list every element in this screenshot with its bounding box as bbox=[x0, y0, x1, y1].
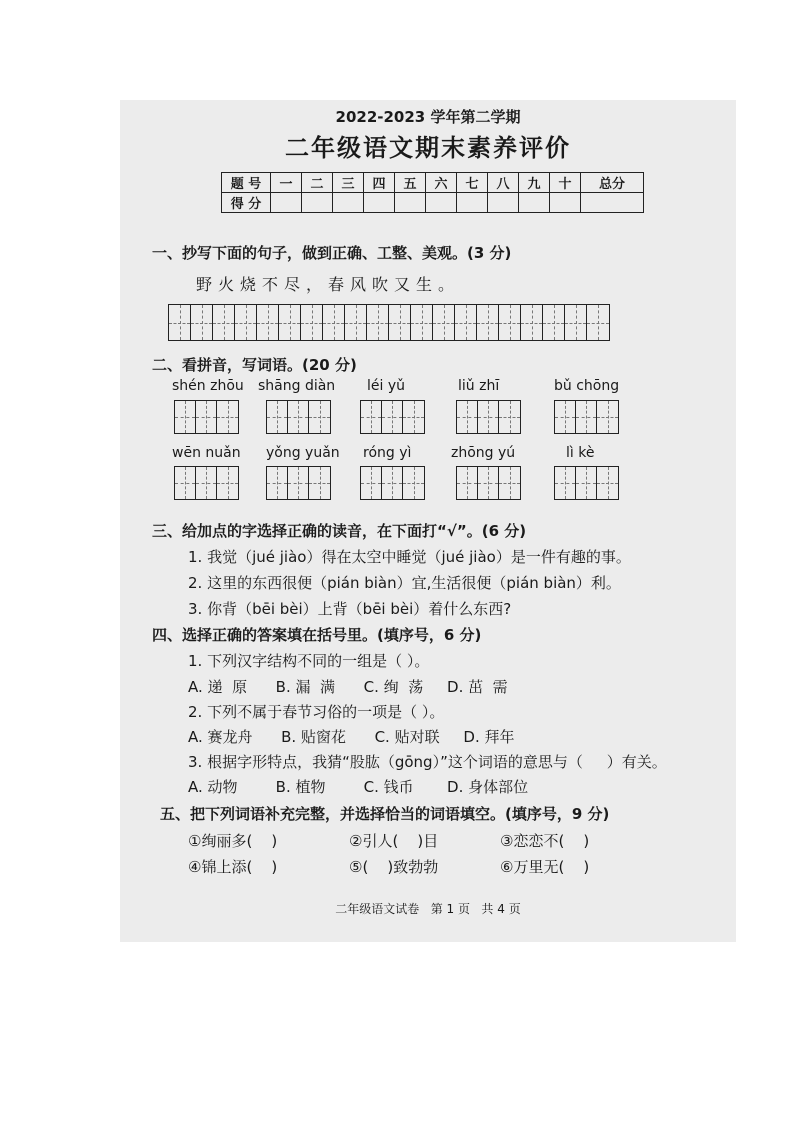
grid-cell bbox=[433, 305, 455, 340]
score-table-header-row bbox=[222, 173, 644, 193]
grid-cell bbox=[455, 305, 477, 340]
pinyin-label: liǔ zhī bbox=[458, 378, 500, 394]
q5-item: ②引人( )目 bbox=[349, 832, 439, 850]
answer-boxes bbox=[174, 400, 239, 434]
score-blank bbox=[302, 193, 333, 213]
answer-boxes bbox=[266, 466, 331, 500]
q3-heading: 三、给加点的字选择正确的读音，在下面打“√”。(6 分) bbox=[152, 522, 527, 540]
grid-cell bbox=[323, 305, 345, 340]
copy-grid bbox=[168, 304, 610, 341]
score-blank bbox=[426, 193, 457, 213]
q4-question: 1. 下列汉字结构不同的一组是（ ）。 bbox=[188, 652, 430, 670]
exam-title: 二年级语文期末素养评价 bbox=[285, 134, 571, 162]
answer-boxes bbox=[456, 400, 521, 434]
score-cell: 二 bbox=[302, 173, 333, 193]
score-blank bbox=[488, 193, 519, 213]
q1-verse: 野火烧不尽，春风吹又生。 bbox=[196, 275, 461, 294]
grid-cell bbox=[565, 305, 587, 340]
page-footer: 二年级语文试卷 第 1 页 共 4 页 bbox=[335, 902, 521, 916]
q5-item: ③恋恋不( ) bbox=[500, 832, 590, 850]
pinyin-label: bǔ chōng bbox=[554, 378, 620, 394]
grid-cell bbox=[191, 305, 213, 340]
score-cell: 三 bbox=[333, 173, 364, 193]
answer-boxes bbox=[266, 400, 331, 434]
q5-heading: 五、把下列词语补充完整，并选择恰当的词语填空。(填序号，9 分) bbox=[160, 805, 610, 823]
score-table-score-row bbox=[222, 193, 644, 213]
q5-item: ④锦上添( ) bbox=[188, 858, 278, 876]
exam-page bbox=[120, 100, 736, 942]
grid-cell bbox=[345, 305, 367, 340]
score-table bbox=[221, 172, 644, 213]
score-blank bbox=[519, 193, 550, 213]
grid-cell bbox=[169, 305, 191, 340]
pinyin-label: shāng diàn bbox=[258, 378, 336, 394]
q4-question: 2. 下列不属于春节习俗的一项是（ ）。 bbox=[188, 703, 445, 721]
score-row-label: 得 分 bbox=[222, 193, 271, 213]
score-cell: 八 bbox=[488, 173, 519, 193]
grid-cell bbox=[389, 305, 411, 340]
grid-cell bbox=[543, 305, 565, 340]
score-cell: 总分 bbox=[581, 173, 644, 193]
score-cell: 五 bbox=[395, 173, 426, 193]
grid-cell bbox=[411, 305, 433, 340]
score-cell: 十 bbox=[550, 173, 581, 193]
grid-cell bbox=[257, 305, 279, 340]
grid-cell bbox=[499, 305, 521, 340]
answer-boxes bbox=[456, 466, 521, 500]
grid-cell bbox=[301, 305, 323, 340]
grid-cell bbox=[367, 305, 389, 340]
q5-item: ①绚丽多( ) bbox=[188, 832, 278, 850]
answer-boxes bbox=[174, 466, 239, 500]
answer-boxes bbox=[554, 466, 619, 500]
score-cell: 七 bbox=[457, 173, 488, 193]
grid-cell bbox=[521, 305, 543, 340]
grid-cell bbox=[279, 305, 301, 340]
q2-heading: 二、看拼音，写词语。(20 分) bbox=[152, 356, 357, 374]
q4-question: 3. 根据字形特点，我猜“股肱（gōng）”这个词语的意思与（ ）有关。 bbox=[188, 753, 667, 771]
q4-heading: 四、选择正确的答案填在括号里。(填序号，6 分) bbox=[152, 626, 482, 644]
score-blank bbox=[395, 193, 426, 213]
q4-options: A. 动物 B. 植物 C. 钱币 D. 身体部位 bbox=[188, 778, 529, 796]
q5-item: ⑥万里无( ) bbox=[500, 858, 590, 876]
q3-item: 1. 我觉（jué jiào）得在太空中睡觉（jué jiào）是一件有趣的事。 bbox=[188, 548, 631, 566]
grid-cell bbox=[587, 305, 609, 340]
score-blank bbox=[581, 193, 644, 213]
q3-item: 2. 这里的东西很便（pián biàn）宜,生活很便（pián biàn）利。 bbox=[188, 574, 621, 592]
answer-boxes bbox=[554, 400, 619, 434]
pinyin-label: zhōng yú bbox=[451, 445, 516, 461]
answer-boxes bbox=[360, 466, 425, 500]
score-blank bbox=[457, 193, 488, 213]
pinyin-label: shén zhōu bbox=[172, 378, 244, 394]
score-blank bbox=[271, 193, 302, 213]
q1-heading: 一、抄写下面的句子，做到正确、工整、美观。(3 分) bbox=[152, 244, 512, 262]
q5-item: ⑤( )致勃勃 bbox=[349, 858, 439, 876]
grid-cell bbox=[477, 305, 499, 340]
q4-options: A. 递 原 B. 漏 满 C. 绚 荡 D. 茁 需 bbox=[188, 678, 508, 696]
pinyin-label: róng yì bbox=[363, 445, 412, 461]
score-cell: 四 bbox=[364, 173, 395, 193]
score-blank bbox=[364, 193, 395, 213]
pinyin-label: léi yǔ bbox=[367, 378, 406, 394]
pinyin-label: wēn nuǎn bbox=[172, 445, 241, 461]
score-cell: 一 bbox=[271, 173, 302, 193]
grid-cell bbox=[213, 305, 235, 340]
score-cell: 九 bbox=[519, 173, 550, 193]
pinyin-label: yǒng yuǎn bbox=[266, 445, 340, 461]
grid-cell bbox=[235, 305, 257, 340]
score-blank bbox=[550, 193, 581, 213]
school-year: 2022-2023 学年第二学期 bbox=[335, 108, 521, 126]
score-cell: 题 号 bbox=[222, 173, 271, 193]
q3-item: 3. 你背（bēi bèi）上背（bēi bèi）着什么东西? bbox=[188, 600, 512, 618]
score-blank bbox=[333, 193, 364, 213]
pinyin-label: lì kè bbox=[566, 445, 595, 461]
q4-options: A. 赛龙舟 B. 贴窗花 C. 贴对联 D. 拜年 bbox=[188, 728, 515, 746]
answer-boxes bbox=[360, 400, 425, 434]
score-cell: 六 bbox=[426, 173, 457, 193]
